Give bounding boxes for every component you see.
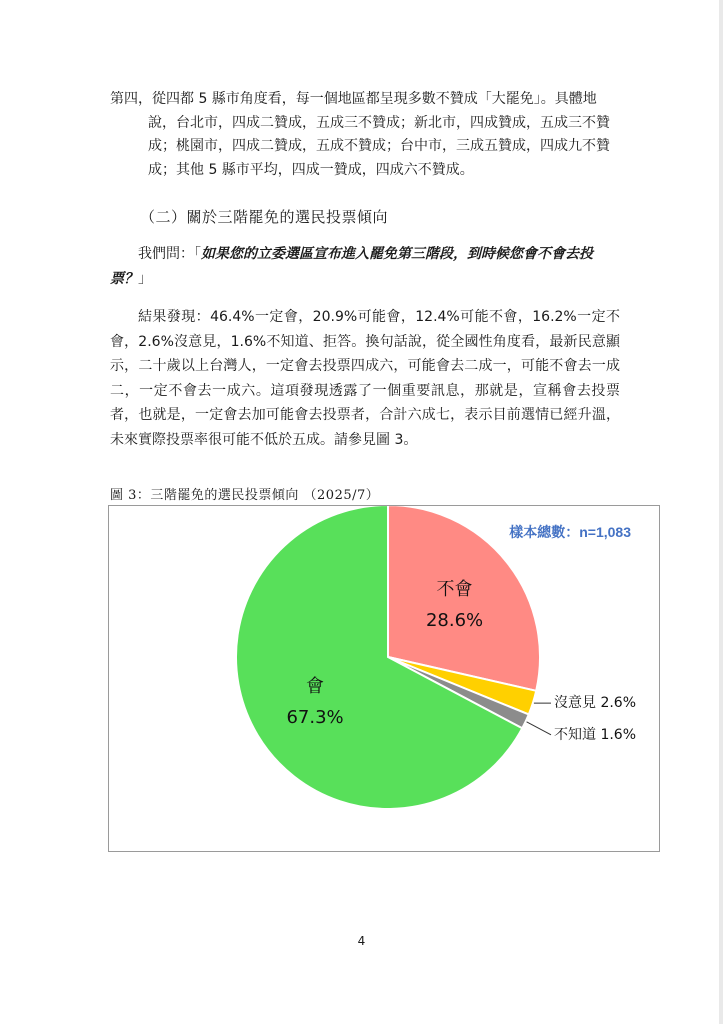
paragraph-4 — [110, 88, 620, 182]
pie-label-value-0: 28.6% — [425, 609, 484, 631]
pie-label-2: 不知道 1.6% — [554, 726, 637, 743]
sample-size-note: 樣本總數：n=1,083 — [509, 524, 631, 540]
pie-label-value-3: 67.3% — [286, 706, 344, 728]
paragraph-4-lead: 第四，從四都 5 縣市角度看，每一個地區都呈現多數不贊成「大罷免」。具體地 — [110, 91, 597, 107]
pie-chart — [109, 506, 661, 853]
question-suffix: 」 — [138, 271, 152, 287]
page-edge — [719, 0, 723, 1024]
section-heading: （二）關於三階罷免的選民投票傾向 — [140, 208, 389, 226]
pie-leader-line-2 — [527, 722, 551, 735]
figure-caption: 圖 3：三階罷免的選民投票傾向 （2025/7） — [110, 488, 380, 503]
pie-chart-frame — [108, 505, 660, 852]
findings-paragraph: 結果發現：46.4%一定會，20.9%可能會，12.4%可能不會，16.2%一定不會，2.6%沒意見，1.6%不知道、拒答。換句話說，從全國性角度看，最新民意顯示，二十歲以上台灣人，一定會去投票四成六，可能會去二成一，可能不會去一成二，一定不會去一成六。這項發現透露了一個重要訊息，那就是，宣稱會去投票者，也就是，一定會去加可能會去投票者，合計六成七，表示目前選情已經升溫，未來實際投票率很可能不低於五成。請參見圖 3。 — [110, 309, 620, 448]
pie-label-1: 沒意見 2.6% — [554, 695, 637, 712]
question-text: 如果您的立委選區宣布進入罷免第三階段，到時候您會不會去投票？ — [110, 246, 593, 287]
pie-label-name-3: 會 — [306, 675, 325, 697]
survey-question — [110, 242, 620, 292]
pie-label-name-0: 不會 — [436, 578, 473, 600]
question-prefix: 我們問：「 — [138, 246, 201, 262]
paragraph-4-rest: 說，台北市，四成二贊成，五成三不贊成；新北市，四成贊成，五成三不贊成；桃園市，四成二贊成，五成不贊成；台中市，三成五贊成，四成九不贊成；其他 5 縣市平均，四成一贊成，四成六不贊成。 — [148, 114, 610, 178]
page-number: 4 — [357, 934, 366, 948]
